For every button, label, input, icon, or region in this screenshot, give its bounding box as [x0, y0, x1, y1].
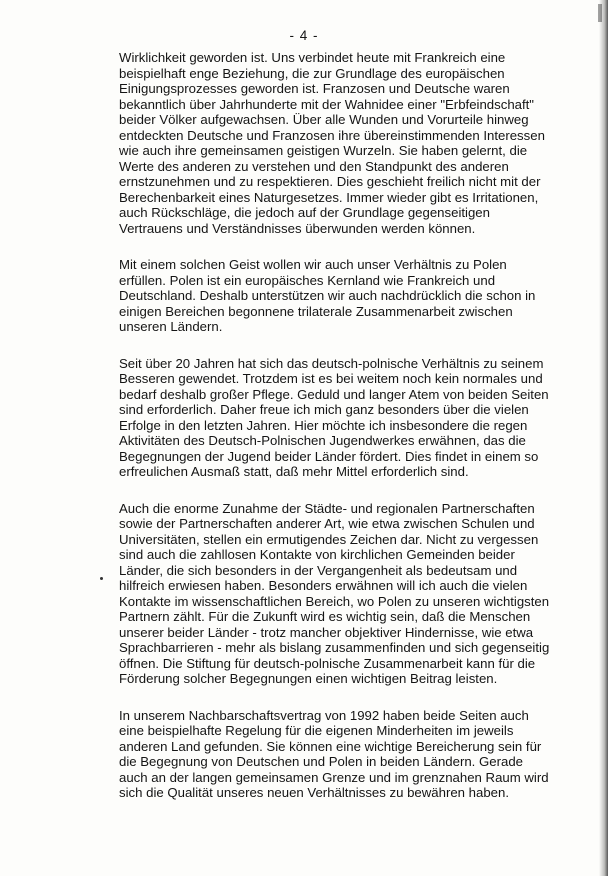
text-line: Berechenbarkeit eines Naturgesetzes. Immer wieder gibt es Irritationen,	[119, 189, 539, 205]
text-line: sowie der Partnerschaften anderer Art, wie etwa zwischen Schulen und	[119, 516, 535, 531]
text-line: In unserem Nachbarschaftsvertrag von 1992 haben beide Seiten auch	[119, 707, 529, 723]
text-line: wie auch ihre gemeinsamen geistigen Wurzeln. Sie haben gelernt, die	[119, 143, 528, 158]
document-body	[119, 50, 550, 822]
scan-speck	[100, 577, 103, 580]
text-line: Erfolge in den letzten Jahren. Hier möchte ich insbesondere die regen	[119, 417, 528, 433]
text-line: ernstzunehmen und zu respektieren. Dies geschieht freilich nicht mit der	[119, 174, 541, 189]
text-line: unseren Ländern.	[119, 319, 223, 334]
text-line: beispielhaft enge Beziehung, die zur Grundlage des europäischen	[119, 65, 505, 81]
paragraph-1	[119, 50, 547, 236]
text-line: öffnen. Die Stiftung für deutsch-polnische Zusammenarbeit kann für die	[119, 655, 536, 671]
text-line: Aktivitäten des Deutsch-Polnischen Jugendwerkes erwähnen, das die	[119, 433, 526, 448]
text-line: Begegnungen der Jugend beider Länder fördert. Dies findet in einem so	[119, 448, 539, 464]
text-line: sind erforderlich. Daher freue ich mich ganz besonders über die vielen	[119, 402, 529, 417]
text-line: Wirklichkeit geworden ist. Uns verbindet heute mit Frankreich eine	[119, 50, 506, 65]
paragraph-5	[119, 708, 547, 801]
text-line: Förderung solcher Begegnungen einen wichtigen Beitrag leisten.	[119, 671, 498, 686]
text-line: eine beispielhafte Regelung für die eigenen Minderheiten im jeweils	[119, 723, 514, 738]
text-line: Werte des anderen zu verstehen und den Standpunkt des anderen	[119, 158, 509, 174]
text-line: Deutschland. Deshalb unterstützen wir auch nachdrücklich die schon in	[119, 288, 536, 303]
text-line: auch Rückschläge, die jedoch auf der Grundlage gegenseitigen	[119, 205, 490, 220]
text-line: erfüllen. Polen ist ein europäisches Kernland wie Frankreich und	[119, 272, 496, 288]
scan-edge-shadow	[599, 0, 608, 876]
text-line: Vertrauens und Verständnisses überwunden werden können.	[119, 220, 476, 236]
text-line: unserer beider Länder - trotz mancher objektiver Hindernisse, wie etwa	[119, 624, 534, 640]
page-number: - 4 -	[289, 28, 319, 43]
text-line: Universitäten, stellen ein ermutigendes Zeichen dar. Nicht zu vergessen	[119, 531, 539, 547]
text-line: beider Völker aufgewachsen. Über alle Wunden und Vorurteile hinweg	[119, 112, 529, 127]
text-line: sind auch die zahllosen Kontakte von kirchlichen Gemeinden beider	[119, 547, 515, 562]
text-line: die Begegnung von Deutschen und Polen in beiden Ländern. Gerade	[119, 754, 523, 769]
text-line: erfreulichen Ausmaß statt, daß mehr Mittel erforderlich sind.	[119, 464, 469, 479]
text-line: Partnern zählt. Für die Zukunft wird es wichtig sein, daß die Menschen	[119, 609, 531, 624]
text-line: entdeckten Deutsche und Franzosen ihre übereinstimmenden Interessen	[119, 127, 545, 143]
text-line: Kontakte im wissenschaftlichen Bereich, wo Polen zu unseren wichtigsten	[119, 593, 550, 609]
text-line: anderen Land gefunden. Sie können eine wichtige Bereicherung sein für	[119, 738, 542, 754]
text-line: Besseren gewendet. Trotzdem ist es bei weitem noch kein normales und	[119, 371, 543, 386]
paragraph-2	[119, 257, 547, 335]
text-line: auch an der langen gemeinsamen Grenze und im grenznahen Raum wird	[119, 769, 549, 785]
text-line: sich die Qualität unseres neuen Verhältnisses zu bewähren haben.	[119, 785, 510, 800]
text-line: Sprachbarrieren - mehr als bislang zusammenfinden und sich gegenseitig	[119, 640, 550, 655]
text-line: Mit einem solchen Geist wollen wir auch unser Verhältnis zu Polen	[119, 257, 507, 272]
text-line: Länder, die sich besonders in der Vergangenheit als bedeutsam und	[119, 562, 518, 578]
text-line: Einigungsprozesses geworden ist. Franzosen und Deutsche waren	[119, 81, 510, 96]
paragraph-3	[119, 356, 547, 480]
text-line: Seit über 20 Jahren hat sich das deutsch-polnische Verhältnis zu seinem	[119, 355, 544, 371]
text-line: hilfreich erwiesen haben. Besonders erwähnen will ich auch die vielen	[119, 578, 528, 593]
paragraph-4	[119, 500, 550, 687]
text-line: einigen Bereichen begonnene trilaterale Zusammenarbeit zwischen	[119, 303, 513, 319]
text-line: Auch die enorme Zunahme der Städte- und regionalen Partnerschaften	[119, 500, 535, 516]
text-line: bedarf deshalb großer Pflege. Geduld und langer Atem von beiden Seiten	[119, 386, 549, 402]
text-line: bekanntlich über Jahrhunderte mit der Wahnidee einer "Erbfeindschaft"	[119, 96, 534, 112]
